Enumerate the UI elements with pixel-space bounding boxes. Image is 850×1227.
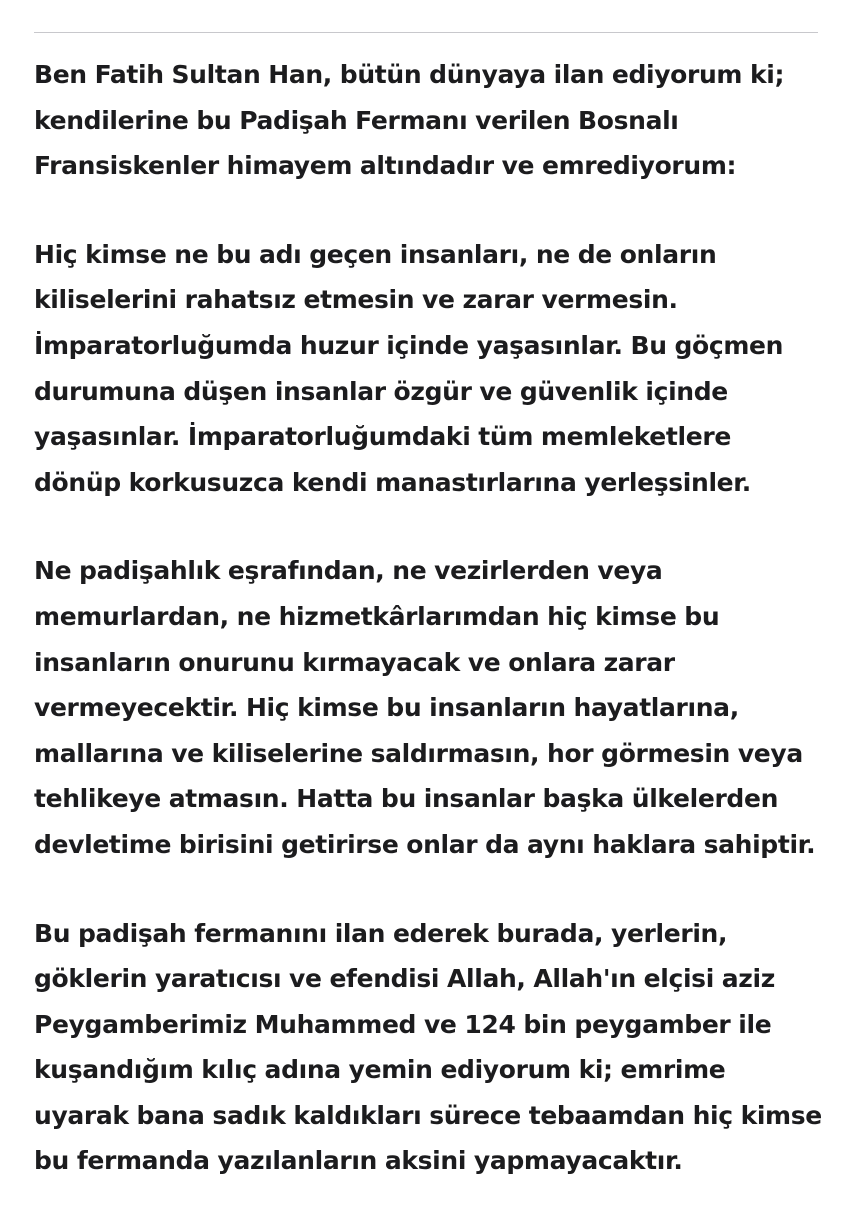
paragraph-line: mallarına ve kiliselerine saldırmasın, hor görmesin veya	[34, 738, 803, 768]
paragraph-line: durumuna düşen insanlar özgür ve güvenlik içinde	[34, 376, 728, 406]
paragraph-line: devletime birisini getirirse onlar da aynı haklara sahiptir.	[34, 829, 816, 859]
paragraph-line: bu fermanda yazılanların aksini yapmayacaktır.	[34, 1146, 683, 1176]
paragraph-line: vermeyecektir. Hiç kimse bu insanların hayatlarına,	[34, 693, 739, 723]
paragraph-2	[34, 232, 824, 506]
paragraph-line: göklerin yaratıcısı ve efendisi Allah, Allah'ın elçisi aziz	[34, 964, 775, 994]
top-divider	[34, 32, 818, 33]
paragraph-1	[34, 52, 824, 189]
paragraph-line: tehlikeye atmasın. Hatta bu insanlar başka ülkelerden	[34, 784, 779, 814]
paragraph-line: yaşasınlar. İmparatorluğumdaki tüm memleketlere	[34, 422, 731, 452]
paragraph-line: Peygamberimiz Muhammed ve 124 bin peygamber ile	[34, 1009, 772, 1039]
paragraph-line: Fransiskenler himayem altındadır ve emrediyorum:	[34, 151, 737, 181]
paragraph-line: memurlardan, ne hizmetkârlarımdan hiç kimse bu	[34, 601, 720, 631]
paragraph-line: kuşandığım kılıç adına yemin ediyorum ki; emrime	[34, 1055, 726, 1085]
paragraph-line: Ne padişahlık eşrafından, ne vezirlerden veya	[34, 556, 663, 586]
document-body	[34, 52, 824, 1227]
paragraph-line: Ben Fatih Sultan Han, bütün dünyaya ilan ediyorum ki;	[34, 60, 785, 89]
paragraph-3	[34, 548, 824, 867]
paragraph-line: Hiç kimse ne bu adı geçen insanları, ne de onların	[34, 239, 717, 269]
paragraph-line: Bu padişah fermanını ilan ederek burada, yerlerin,	[34, 918, 728, 948]
paragraph-line: dönüp korkusuzca kendi manastırlarına yerleşsinler.	[34, 467, 751, 497]
paragraph-line: kendilerine bu Padişah Fermanı verilen Bosnalı	[34, 105, 679, 135]
paragraph-line: kiliselerini rahatsız etmesin ve zarar vermesin.	[34, 285, 678, 315]
paragraph-line: uyarak bana sadık kaldıkları sürece tebaamdan hiç kimse	[34, 1100, 822, 1130]
paragraph-line: İmparatorluğumda huzur içinde yaşasınlar. Bu göçmen	[34, 330, 784, 360]
paragraph-line: insanların onurunu kırmayacak ve onlara zarar	[34, 647, 675, 677]
paragraph-4	[34, 911, 824, 1185]
